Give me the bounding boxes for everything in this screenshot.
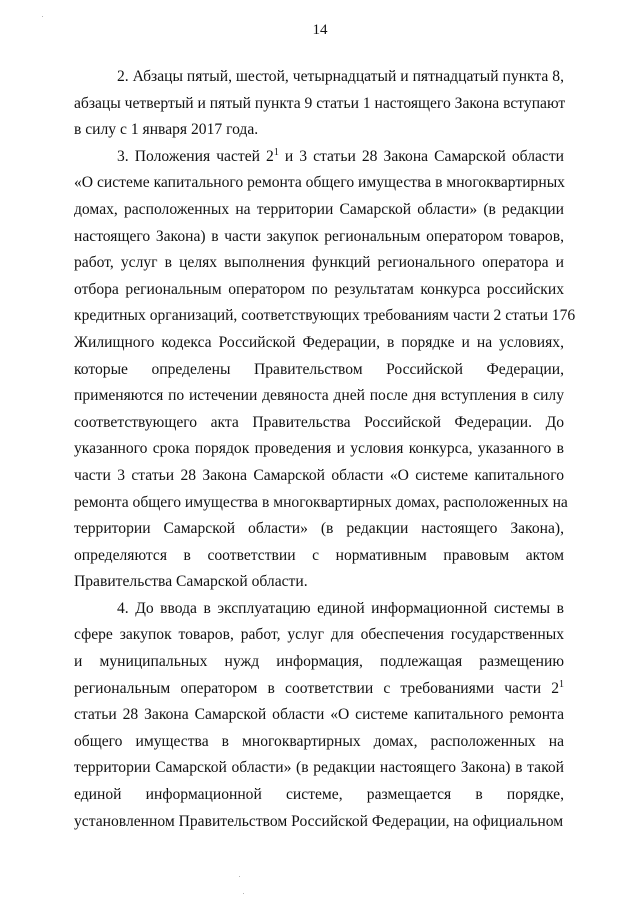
document-body (74, 64, 576, 835)
text-line: в силу с 1 января 2017 года. (74, 121, 259, 139)
text-line: Жилищного кодекса Российской Федерации, в порядке и на условиях, (74, 333, 564, 351)
text-line: настоящего Закона) в части закупок региональным оператором товаров, (74, 227, 564, 245)
text-line: территории Самарской области» (в редакции настоящего Закона) в такой (74, 759, 564, 777)
page-number: 14 (312, 22, 328, 38)
scan-speck (239, 876, 240, 877)
scan-speck (42, 16, 43, 17)
paragraph (74, 596, 564, 835)
text-line: отбора региональным оператором по результатам конкурса российских (74, 280, 564, 298)
text-line: единой информационной системе, размещается в порядке, (74, 786, 564, 804)
text-line: которые определены Правительством Российской Федерации, (74, 360, 564, 378)
text-line: статьи 28 Закона Самарской области «О системе капитального ремонта (74, 706, 564, 724)
text-line: территории Самарской области» (в редакции настоящего Закона), (74, 520, 564, 538)
text-line: ремонта общего имущества в многоквартирных домах, расположенных на (74, 493, 568, 511)
text-line: и муниципальных нужд информация, подлежащая размещению (74, 653, 564, 671)
text-line: применяются по истечении девяноста дней после дня вступления в силу (74, 387, 564, 405)
text-line: соответствующего акта Правительства Российской Федерации. До (74, 413, 564, 431)
text-line: 3. Положения частей $2^1$ и 3 статьи 28 Закона Самарской области (117, 146, 564, 165)
text-line: работ, услуг в целях выполнения функций регионального оператора и (74, 254, 564, 272)
text-line: «О системе капитального ремонта общего имущества в многоквартирных (74, 174, 565, 192)
text-line: 2. Абзацы пятый, шестой, четырнадцатый и пятнадцатый пункта 8, (117, 68, 564, 85)
text-line: Правительства Самарской области. (74, 573, 308, 591)
text-line: определяются в соответствии с нормативным правовым актом (74, 546, 564, 564)
text-line: региональным оператором в соответствии с требованиями части $2^1$ (74, 678, 564, 697)
superscript: 1 (273, 146, 279, 158)
text-line: установленном Правительством Российской Федерации, на официальном (74, 812, 564, 830)
scan-speck (243, 893, 244, 894)
text-line: абзацы четвертый и пятый пункта 9 статьи 1 настоящего Закона вступают (74, 94, 566, 112)
paragraph (74, 144, 576, 596)
text-line: домах, расположенных на территории Самарской области» (в редакции (74, 200, 564, 218)
superscript: 1 (559, 678, 564, 690)
text-line: общего имущества в многоквартирных домах, расположенных на (74, 732, 564, 750)
text-line: кредитных организаций, соответствующих требованиям части 2 статьи 176 (74, 307, 576, 325)
paragraph (74, 64, 564, 144)
text-line: части 3 статьи 28 Закона Самарской области «О системе капитального (74, 466, 564, 484)
text-line: указанного срока порядок проведения и условия конкурса, указанного в (74, 440, 564, 458)
text-line: 4. До ввода в эксплуатацию единой информационной системы в (117, 599, 564, 617)
text-line: сфере закупок товаров, работ, услуг для обеспечения государственных (74, 626, 564, 644)
